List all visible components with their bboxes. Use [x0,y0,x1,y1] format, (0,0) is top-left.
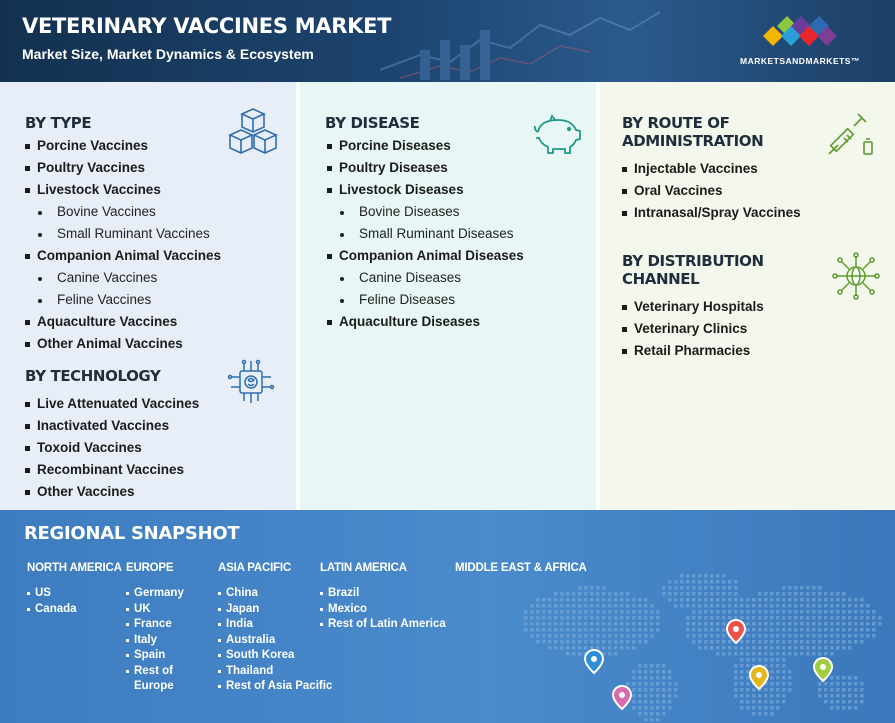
country-item: Europe [134,680,174,692]
world-map-graphic [500,550,895,723]
company-logo [715,8,885,74]
sub-segment-item: Canine Diseases [327,267,524,289]
segment-item: Poultry Vaccines [25,157,221,179]
map-pin-icon [814,658,832,681]
country-item: Brazil [320,586,446,602]
segment-item: Companion Animal Vaccines [25,245,221,267]
segment-item: Porcine Diseases [327,135,524,157]
map-pin-icon [613,686,631,709]
country-item: Thailand [218,664,332,680]
segment-item: Veterinary Hospitals [622,296,764,318]
cubes-icon [228,106,278,154]
network-globe-icon [832,252,880,300]
list-by-type [25,135,221,355]
region-europe [126,562,184,695]
section-title-line: CHANNEL [622,270,700,288]
segment-item: Injectable Vaccines [622,158,801,180]
list-by-disease [327,135,524,333]
segment-item: Poultry Diseases [327,157,524,179]
sub-segment-item: Bovine Diseases [327,201,524,223]
country-item: Rest of Latin America [320,617,446,633]
page-subtitle: Market Size, Market Dynamics & Ecosystem [22,46,314,62]
sub-segment-item: Feline Vaccines [25,289,221,311]
region-country-list [126,586,184,695]
pig-icon [532,114,582,154]
list-by-route [622,158,801,224]
segment-item: Inactivated Vaccines [25,415,199,437]
syringe-icon [826,108,876,158]
segment-item: Toxoid Vaccines [25,437,199,459]
country-item: Italy [126,633,184,649]
section-title-by-technology: BY TECHNOLOGY [25,367,161,385]
country-item: UK [126,602,184,618]
segment-item: Companion Animal Diseases [327,245,524,267]
sub-segment-item: Small Ruminant Vaccines [25,223,221,245]
segment-item: Other Animal Vaccines [25,333,221,355]
region-name: NORTH AMERICA [27,562,122,574]
section-title-by-disease: BY DISEASE [325,114,420,132]
region-name: ASIA PACIFIC [218,562,291,574]
region-country-list [218,586,332,695]
region-name: EUROPE [126,562,174,574]
region-middle-east-africa [455,562,587,574]
region-asia-pacific [218,562,332,695]
country-item: Spain [126,648,184,664]
region-north-america [27,562,122,617]
segment-item: Livestock Vaccines [25,179,221,201]
regional-title: REGIONAL SNAPSHOT [24,523,240,544]
sub-segment-item: Canine Vaccines [25,267,221,289]
logo-text: MARKETSANDMARKETS™ [740,56,860,66]
segment-item: Other Vaccines [25,481,199,503]
country-item: Japan [218,602,332,618]
section-title-by-distribution [622,252,764,288]
chip-icon [226,358,276,406]
header-banner [0,0,895,82]
country-item: India [218,617,332,633]
country-item: Australia [218,633,332,649]
country-item: Rest of [126,664,184,680]
country-item: US [27,586,122,602]
segment-item: Live Attenuated Vaccines [25,393,199,415]
country-item: France [126,617,184,633]
map-pin-icon [727,620,745,643]
region-country-list [27,586,122,617]
segment-item: Livestock Diseases [327,179,524,201]
region-country-list [320,586,446,633]
sub-segment-item: Feline Diseases [327,289,524,311]
regional-snapshot [0,510,895,723]
segment-item: Porcine Vaccines [25,135,221,157]
sub-segment-item: Bovine Vaccines [25,201,221,223]
segment-item: Retail Pharmacies [622,340,764,362]
map-pin-icon [750,666,768,689]
section-title-line: BY DISTRIBUTION [622,252,764,270]
country-item: Mexico [320,602,446,618]
country-item: Canada [27,602,122,618]
section-title-by-route [622,114,763,150]
list-by-technology [25,393,199,503]
region-name: MIDDLE EAST & AFRICA [455,562,587,574]
segment-item: Aquaculture Vaccines [25,311,221,333]
map-pin-icon [585,650,603,673]
logo-diamonds-icon [715,8,885,56]
region-name: LATIN AMERICA [320,562,407,574]
section-title-by-type: BY TYPE [25,114,92,132]
list-by-distribution [622,296,764,362]
sub-segment-item: Small Ruminant Diseases [327,223,524,245]
section-title-line: BY ROUTE OF [622,114,730,132]
region-latin-america [320,562,446,633]
page-title: VETERINARY VACCINES MARKET [22,14,392,38]
country-item: South Korea [218,648,332,664]
segment-item: Intranasal/Spray Vaccines [622,202,801,224]
country-item: Germany [126,586,184,602]
section-title-line: ADMINISTRATION [622,132,764,150]
segment-item: Veterinary Clinics [622,318,764,340]
country-item: China [218,586,332,602]
segment-item: Aquaculture Diseases [327,311,524,333]
segment-item: Recombinant Vaccines [25,459,199,481]
segment-item: Oral Vaccines [622,180,801,202]
country-item: Rest of Asia Pacific [218,679,332,695]
